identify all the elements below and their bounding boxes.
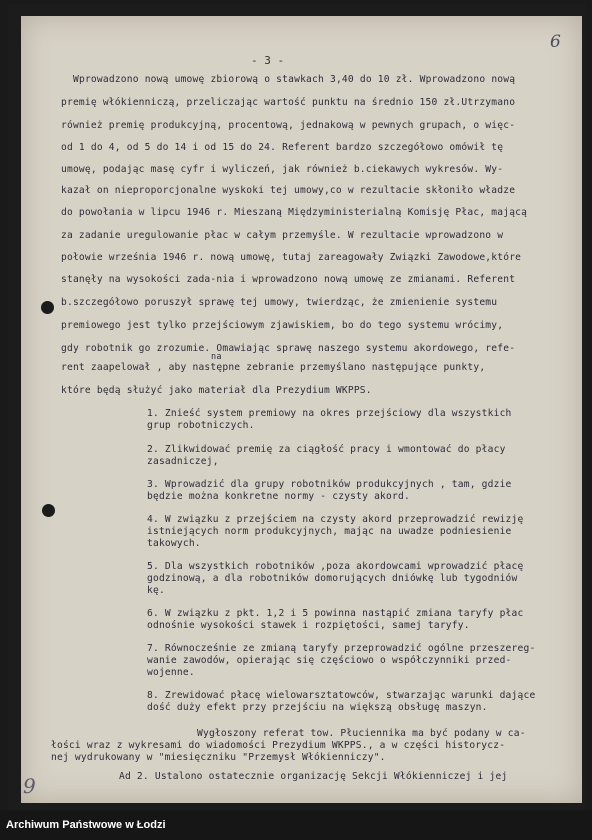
text-line: premię włókienniczą, przeliczając wartość punktu na średnio 150 zł.Utrzymano bbox=[61, 97, 516, 108]
text-line: które będą służyć jako materiał dla Prezydium WKPPS. bbox=[61, 385, 372, 396]
page-number: - 3 - bbox=[251, 54, 285, 67]
text-line: również premię produkcyjną, procentową, jednakową w pewnych grupach, o więc- bbox=[61, 120, 516, 131]
text-line: rent zaapelował , aby następne zebranie przemyślano następujące punkty, bbox=[61, 362, 486, 373]
text-line: stanęły na wysokości zada-nia i wprowadzono nową umowę ze zmianami. Referent bbox=[61, 274, 516, 285]
point-line: 4. W związku z przejściem na czysty akord przeprowadzić rewizję bbox=[147, 514, 524, 525]
text-line: od 1 do 4, od 5 do 14 i od 15 do 24. Referent bardzo szczegółowo omówił tę bbox=[61, 142, 504, 153]
punch-hole bbox=[42, 504, 55, 517]
scan-backdrop bbox=[8, 4, 586, 810]
text-line: kazał on nieproporcjonalne wyskoki tej umowy,co w rezultacie skłoniło władze bbox=[61, 185, 516, 196]
text-line: umowę, podając masę cyfr i wyliczeń, jak również b.ciekawych wykresów. Wy- bbox=[61, 164, 504, 175]
text-line: b.szczegółowo poruszył sprawę tej umowy, twierdząc, że zmienienie systemu bbox=[61, 297, 498, 308]
point-line: dość duży efekt przy przejściu na większą obsługę maszyn. bbox=[147, 702, 488, 713]
archive-label: Archiwum Państwowe w Łodzi bbox=[6, 819, 166, 831]
point-line: zasadniczej, bbox=[147, 456, 219, 467]
point-line: wojenne. bbox=[147, 667, 195, 678]
point-line: będzie można konkretne normy - czysty akord. bbox=[147, 491, 410, 502]
point-line: odnośnie wysokości stawek i rozpiętości, samej taryfy. bbox=[147, 620, 470, 631]
archive-folio-number: 6 bbox=[550, 32, 561, 52]
point-line: 1. Znieść system premiowy na okres przejściowy dla wszystkich bbox=[147, 408, 512, 419]
point-line: kę. bbox=[147, 585, 165, 596]
punch-hole bbox=[41, 301, 54, 314]
point-line: takowych. bbox=[147, 538, 201, 549]
closing-line: Wygłoszony referat tow. Płuciennika ma być podany w ca- bbox=[197, 728, 526, 739]
closing-line: nej wydrukowany w "miesięczniku "Przemysł Włókienniczy". bbox=[51, 752, 386, 763]
point-line: 8. Zrewidować płacę wielowarsztatowców, stwarzając warunki dające bbox=[147, 690, 536, 701]
point-line: wanie zawodów, opierając się częściowo o współczynniki przed- bbox=[147, 655, 512, 666]
text-line: premiowego jest tylko przejściowym zjawiskiem, bo do tego systemu wrócimy, bbox=[61, 320, 504, 331]
point-line: grup robotniczych. bbox=[147, 420, 255, 431]
closing-line: łości wraz z wykresami do wiadomości Prezydium WKPPS., a w części historycz- bbox=[51, 740, 506, 751]
point-line: 7. Równocześnie ze zmianą taryfy przeprowadzić ogólne przeszereg- bbox=[147, 643, 536, 654]
text-line: do powołania w lipcu 1946 r. Mieszaną Międzyministerialną Komisję Płac, mającą bbox=[61, 207, 528, 218]
point-line: 6. W związku z pkt. 1,2 i 5 powinna nastąpić zmiana taryfy płac bbox=[147, 608, 524, 619]
text-line: połowie września 1946 r. nową umowę, tutaj zareagowały Związki Zawodowe,które bbox=[61, 252, 522, 263]
archive-footer bbox=[0, 810, 592, 840]
handwritten-page-mark: 9 bbox=[23, 774, 36, 798]
text-line: gdy robotnik go zrozumie. Omawiając sprawę naszego systemu akordowego, refe- bbox=[61, 343, 516, 354]
point-line: istniejących norm produkcyjnych, mając na uwadze podniesienie bbox=[147, 526, 512, 537]
ad-line: Ad 2. Ustalono ostatecznie organizację Sekcji Włókienniczej i jej bbox=[119, 771, 508, 782]
text-line: za zadanie uregulowanie płac w całym przemyśle. W rezultacie wprowadzono w bbox=[61, 230, 504, 241]
point-line: 5. Dla wszystkich robotników ,poza akordowcami wprowadzić płacę bbox=[147, 561, 524, 572]
point-line: 2. Zlikwidować premię za ciągłość pracy i wmontować do płacy bbox=[147, 444, 506, 455]
point-line: 3. Wprowadzić dla grupy robotników produkcyjnych , tam, gdzie bbox=[147, 479, 512, 490]
point-line: godzinową, a dla robotników domorujących dniówkę lub tygodniów bbox=[147, 573, 518, 584]
document-page bbox=[21, 16, 582, 803]
inserted-word: na bbox=[211, 352, 222, 362]
text-line: Wprowadzono nową umowę zbiorową o stawkach 3,40 do 10 zł. Wprowadzono nową bbox=[73, 74, 516, 85]
